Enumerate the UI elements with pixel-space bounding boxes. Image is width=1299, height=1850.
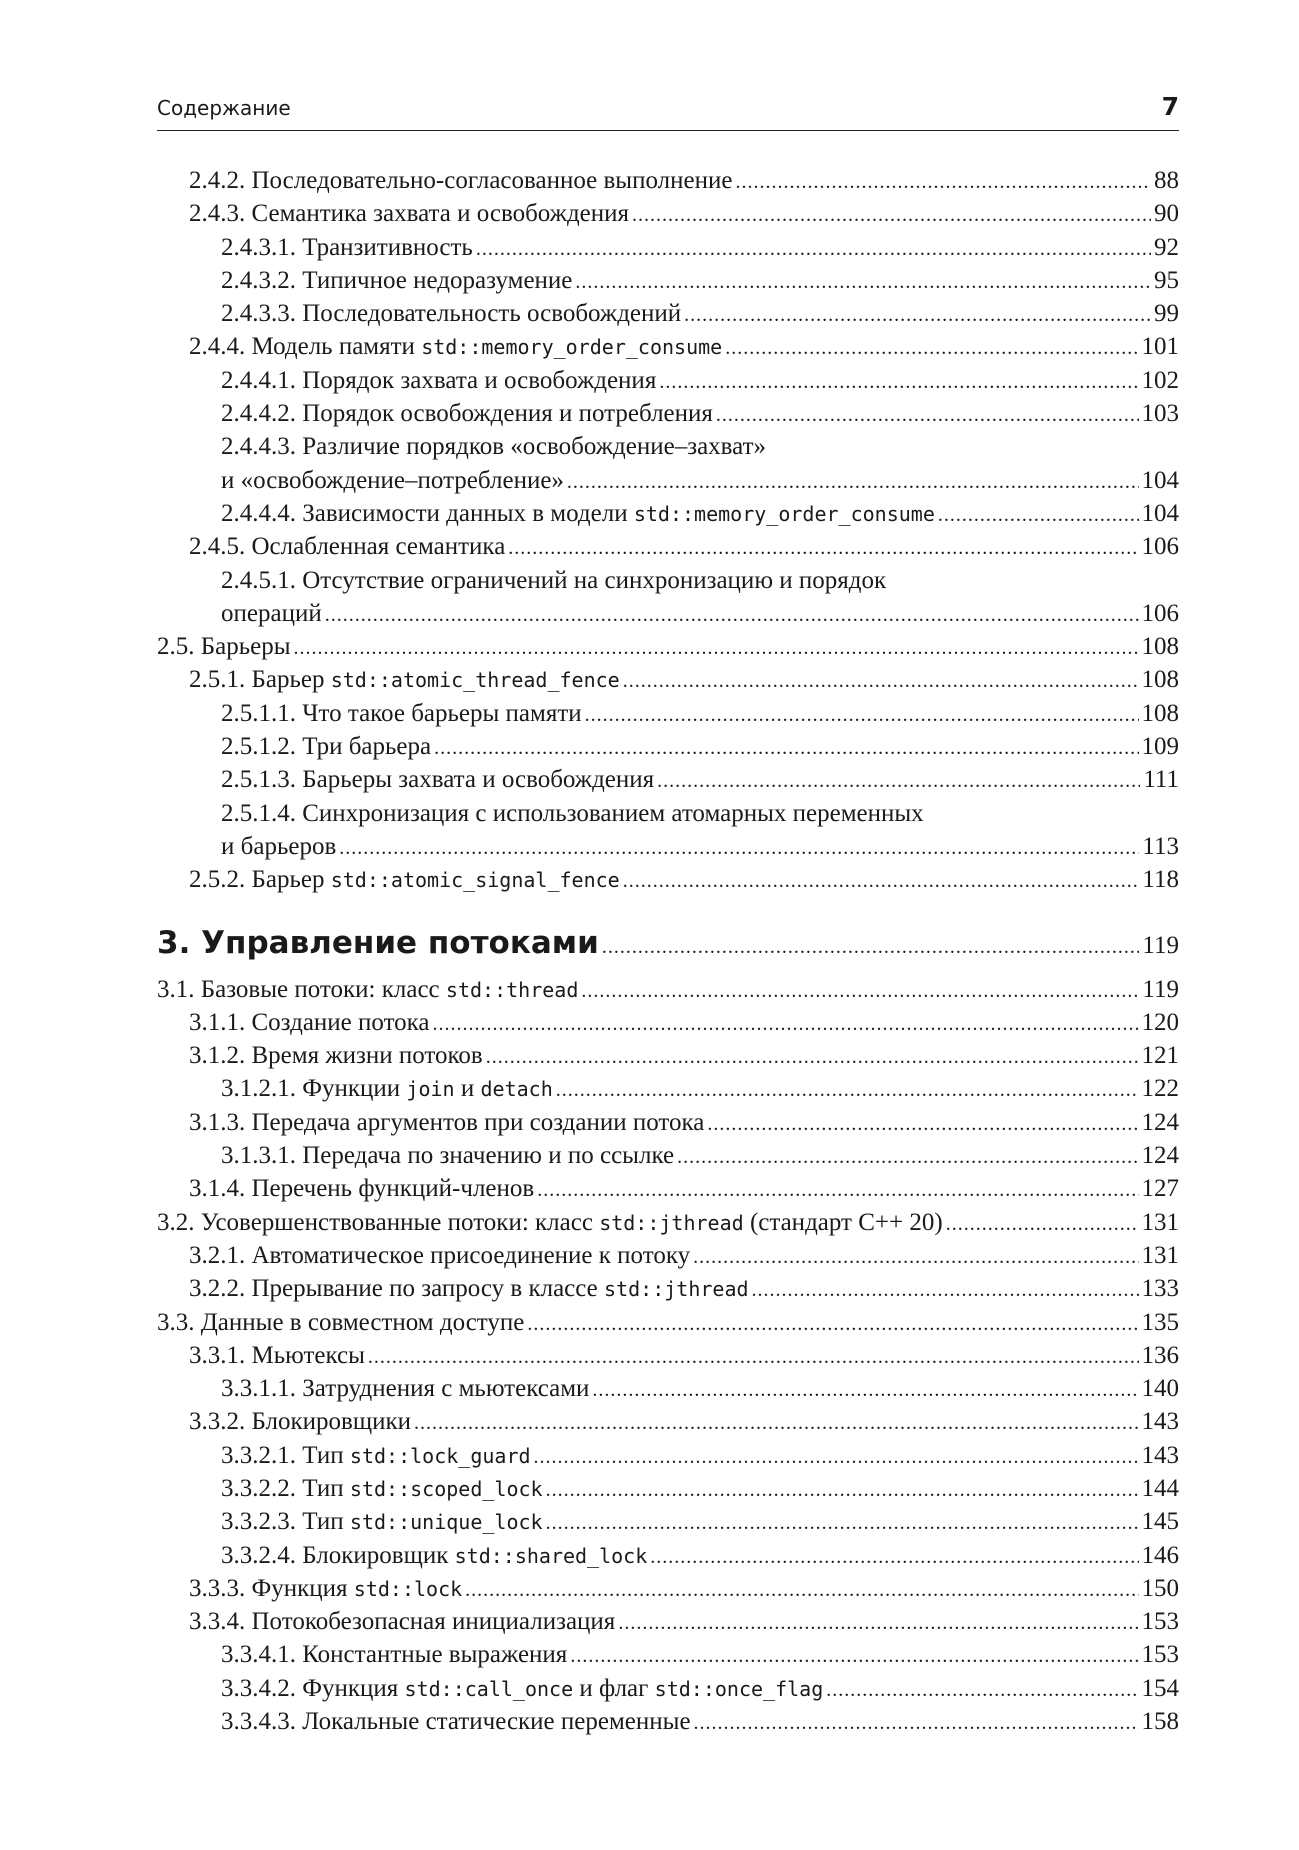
dot-leader	[946, 1206, 1139, 1241]
toc-entry[interactable]	[157, 830, 1179, 863]
dot-leader	[486, 1039, 1139, 1074]
dot-leader	[567, 464, 1139, 499]
toc-entry[interactable]	[157, 1206, 1179, 1239]
toc-page-number: 106	[1141, 599, 1179, 627]
dot-leader	[826, 1672, 1138, 1707]
toc-entry-first-line: 2.4.4.3. Различие порядков «освобождение–захват»	[221, 433, 767, 461]
title-text: 3.1.3.1. Передача по значению и по ссылке	[221, 1142, 675, 1170]
dot-leader	[650, 1539, 1138, 1574]
title-text: 3.3.4.1. Константные выражения	[221, 1641, 568, 1669]
toc-entry-title	[221, 1439, 531, 1473]
toc-page-number: 135	[1141, 1308, 1179, 1336]
toc-page-number: 127	[1141, 1175, 1179, 1203]
dot-leader	[508, 530, 1138, 565]
title-text: 3.3.2.2. Тип	[221, 1474, 350, 1502]
toc-page-number: 109	[1141, 733, 1179, 761]
dot-leader	[677, 1139, 1138, 1174]
title-text: 3.2.1. Автоматическое присоединение к потоку	[189, 1241, 691, 1269]
dot-leader	[623, 663, 1139, 698]
title-text: 3.3.2.1. Тип	[221, 1441, 350, 1469]
title-text: 3.3.4.3. Локальные статические переменные	[221, 1708, 691, 1736]
toc-entry[interactable]	[157, 197, 1179, 230]
title-text: и барьеров	[221, 832, 337, 860]
toc-entry[interactable]	[157, 1672, 1179, 1705]
toc-entry-title	[221, 730, 431, 763]
toc-entry[interactable]	[157, 1172, 1179, 1205]
toc-page-number: 136	[1141, 1341, 1179, 1369]
toc-entry-title	[221, 763, 654, 796]
title-text: 2.5.2. Барьер	[189, 866, 331, 894]
code-identifier: detach	[480, 1077, 553, 1102]
toc-entry-title	[221, 1372, 589, 1405]
toc-entry-title	[221, 1505, 543, 1539]
running-header	[157, 92, 1179, 131]
toc-entry-title	[221, 1472, 543, 1506]
code-identifier: std::atomic_signal_fence	[330, 868, 620, 893]
code-identifier: std::unique_lock	[349, 1510, 543, 1535]
title-text: 3.3.2. Блокировщики	[189, 1408, 411, 1436]
dot-leader	[339, 830, 1139, 865]
toc-entry[interactable]	[157, 763, 1179, 796]
toc-entry[interactable]	[157, 164, 1179, 197]
toc-entry[interactable]	[157, 1472, 1179, 1505]
toc-chapter-heading[interactable]	[157, 925, 1179, 965]
title-text: и флаг	[573, 1674, 655, 1702]
toc-page-number: 104	[1141, 499, 1179, 527]
dot-leader	[684, 297, 1151, 332]
dot-leader	[693, 1239, 1138, 1274]
toc-entry-title	[221, 297, 681, 330]
dot-leader	[546, 1505, 1139, 1540]
dot-leader	[465, 1572, 1138, 1607]
dot-leader	[546, 1472, 1139, 1507]
title-text: 2.5. Барьеры	[157, 633, 291, 661]
toc-page-number: 150	[1141, 1574, 1179, 1602]
toc-entry[interactable]	[157, 1405, 1179, 1438]
toc-page-number: 108	[1141, 699, 1179, 727]
title-text: 3.3.1.1. Затруднения с мьютексами	[221, 1375, 590, 1403]
toc-entry[interactable]	[157, 530, 1179, 563]
toc-entry[interactable]	[157, 663, 1179, 696]
code-identifier: std::jthread	[604, 1277, 749, 1302]
toc-page-number: 145	[1141, 1508, 1179, 1536]
toc-entry[interactable]	[157, 1539, 1179, 1572]
dot-leader	[707, 1106, 1138, 1141]
toc-section-3	[157, 973, 1179, 1739]
code-identifier: std::thread	[445, 977, 579, 1002]
toc-page-number: 154	[1141, 1674, 1179, 1702]
toc-page-number: 108	[1141, 633, 1179, 661]
toc-entry-title	[221, 597, 322, 630]
toc-entry-title	[189, 1272, 749, 1306]
toc-page-number: 95	[1154, 266, 1179, 294]
title-text: 3.3.4. Потокобезопасная инициализация	[189, 1608, 616, 1636]
toc-entry[interactable]	[157, 973, 1179, 1006]
toc-page-number: 121	[1141, 1042, 1179, 1070]
toc-entry-title	[189, 1106, 704, 1139]
toc-entry-title	[189, 197, 629, 230]
toc-entry-title	[157, 1306, 524, 1339]
title-text: 2.4.3.3. Последовательность освобождений	[221, 300, 682, 328]
dot-leader	[434, 730, 1138, 765]
toc-entry[interactable]	[157, 1039, 1179, 1072]
code-identifier: std::once_flag	[654, 1676, 824, 1701]
toc-page-number: 118	[1142, 866, 1179, 894]
toc-entry[interactable]	[157, 497, 1179, 530]
toc-page-number: 158	[1141, 1708, 1179, 1736]
dot-leader	[527, 1306, 1138, 1341]
title-text: 3.3.2.4. Блокировщик	[221, 1541, 455, 1569]
toc-entry-first-line: 2.4.5.1. Отсутствие ограничений на синхронизацию и порядок	[221, 566, 887, 594]
dot-leader	[657, 763, 1140, 798]
code-identifier: join	[406, 1077, 455, 1102]
title-text: 3.1.2.1. Функции	[221, 1075, 407, 1103]
toc-entry-title	[221, 1539, 647, 1573]
toc-entry[interactable]	[157, 297, 1179, 330]
title-text: 3.2.2. Прерывание по запросу в классе	[189, 1275, 605, 1303]
toc-entry[interactable]	[157, 597, 1179, 630]
toc-page-number: 102	[1141, 366, 1179, 394]
title-text: 2.5.1.1. Что такое барьеры памяти	[221, 699, 582, 727]
toc-page-number: 131	[1141, 1208, 1179, 1236]
table-of-contents	[157, 164, 1179, 1738]
title-text: 3.1.3. Передача аргументов при создании потока	[189, 1108, 705, 1136]
title-text: 3.1.2. Время жизни потоков	[189, 1042, 483, 1070]
dot-leader	[592, 1372, 1138, 1407]
toc-page-number: 143	[1141, 1441, 1179, 1469]
dot-leader	[368, 1339, 1139, 1374]
toc-entry[interactable]	[157, 697, 1179, 730]
toc-page-number: 113	[1142, 832, 1179, 860]
toc-entry-title	[221, 1638, 567, 1671]
toc-entry-title	[189, 1172, 534, 1205]
code-identifier: std::memory_order_consume	[633, 501, 935, 526]
code-identifier: std::atomic_thread_fence	[330, 668, 620, 693]
dot-leader	[575, 264, 1151, 299]
toc-entry-title	[157, 973, 578, 1007]
toc-page-number: 144	[1141, 1474, 1179, 1502]
toc-entry-title	[221, 1672, 823, 1706]
toc-entry[interactable]	[157, 730, 1179, 763]
code-identifier: std::jthread	[599, 1210, 744, 1235]
title-text: 2.4.4. Модель памяти	[189, 333, 422, 361]
toc-entry[interactable]	[157, 1605, 1179, 1638]
toc-entry[interactable]	[157, 1638, 1179, 1671]
code-identifier: std::lock_guard	[349, 1443, 531, 1468]
title-text: операций	[221, 599, 322, 627]
toc-page-number: 133	[1141, 1275, 1179, 1303]
toc-page-number: 88	[1154, 167, 1179, 194]
toc-entry[interactable]	[157, 1106, 1179, 1139]
title-text: 2.4.3.1. Транзитивность	[221, 233, 473, 261]
dot-leader	[537, 1172, 1138, 1207]
toc-entry-title	[189, 1605, 615, 1638]
chapter-title: 3. Управление потоками	[157, 924, 599, 961]
title-text: 2.4.4.2. Порядок освобождения и потребления	[221, 400, 713, 428]
dot-leader	[570, 1638, 1138, 1673]
dot-leader	[752, 1272, 1139, 1307]
dot-leader	[414, 1405, 1139, 1440]
code-identifier: std::shared_lock	[454, 1543, 648, 1568]
dot-leader	[325, 597, 1139, 632]
toc-entry[interactable]	[157, 1072, 1179, 1105]
toc-page-number: 124	[1141, 1142, 1179, 1170]
title-text: (стандарт C++ 20)	[743, 1208, 943, 1236]
title-text: 2.4.2. Последовательно-согласованное выполнение	[189, 167, 733, 194]
toc-page-number: 146	[1141, 1541, 1179, 1569]
toc-entry-title	[221, 1072, 553, 1106]
toc-entry[interactable]	[157, 264, 1179, 297]
toc-page-number: 153	[1141, 1608, 1179, 1636]
toc-entry[interactable]	[157, 1272, 1179, 1305]
dot-leader	[623, 863, 1140, 898]
toc-entry[interactable]	[157, 330, 1179, 363]
dot-leader	[602, 936, 1140, 959]
code-identifier: std::memory_order_consume	[421, 335, 723, 360]
toc-entry[interactable]	[157, 1572, 1179, 1605]
toc-page-number: 103	[1141, 400, 1179, 428]
toc-entry[interactable]	[157, 231, 1179, 264]
toc-entry-title	[157, 1206, 943, 1240]
title-text: 2.5.1.2. Три барьера	[221, 733, 432, 761]
toc-entry-title	[221, 264, 572, 297]
toc-page-number: 119	[1142, 975, 1179, 1003]
toc-entry-title	[221, 830, 336, 863]
toc-entry-title	[189, 663, 620, 697]
toc-entry[interactable]	[157, 1239, 1179, 1272]
dot-leader	[659, 364, 1138, 399]
toc-entry-title	[189, 1006, 430, 1039]
title-text: 3.2. Усовершенствованные потоки: класс	[157, 1208, 600, 1236]
toc-entry[interactable]	[157, 464, 1179, 497]
toc-entry-title	[221, 397, 713, 430]
title-text: 3.1.1. Создание потока	[189, 1008, 430, 1036]
code-identifier: std::scoped_lock	[349, 1476, 543, 1501]
toc-entry-title	[221, 497, 935, 531]
toc-entry-title	[157, 630, 291, 663]
title-text: 2.5.1.3. Барьеры захвата и освобождения	[221, 766, 655, 794]
title-text: 2.4.3.2. Типичное недоразумение	[221, 266, 573, 294]
toc-section-2	[157, 164, 1179, 897]
toc-entry[interactable]	[157, 1505, 1179, 1538]
toc-entry-title	[189, 1405, 411, 1438]
toc-page-number: 101	[1141, 333, 1179, 361]
title-text: и	[454, 1075, 481, 1103]
toc-entry[interactable]	[157, 1339, 1179, 1372]
dot-leader	[556, 1072, 1139, 1107]
dot-leader	[938, 497, 1139, 532]
title-text: 2.4.3. Семантика захвата и освобождения	[189, 200, 630, 228]
toc-page-number: 124	[1141, 1108, 1179, 1136]
toc-entry-title	[189, 530, 505, 563]
toc-page-number: 99	[1154, 300, 1179, 328]
toc-entry-title	[221, 464, 564, 497]
title-text: 3.3.1. Мьютексы	[189, 1341, 365, 1369]
header-title: Содержание	[157, 96, 291, 120]
title-text: 2.4.4.1. Порядок захвата и освобождения	[221, 366, 657, 394]
code-identifier: std::lock	[353, 1576, 463, 1601]
title-text: 3.1.4. Перечень функций-членов	[189, 1175, 535, 1203]
title-text: 2.5.1. Барьер	[189, 666, 331, 694]
toc-page-number: 92	[1154, 233, 1179, 261]
toc-page-number: 108	[1141, 666, 1179, 694]
toc-entry-title	[189, 330, 722, 364]
toc-entry[interactable]	[157, 364, 1179, 397]
dot-leader	[294, 630, 1139, 665]
toc-entry[interactable]	[157, 1006, 1179, 1039]
toc-page-number: 106	[1141, 533, 1179, 561]
dot-leader	[581, 973, 1139, 1008]
dot-leader	[735, 164, 1151, 199]
toc-entry-title	[221, 697, 582, 730]
title-text: 2.4.5. Ослабленная семантика	[189, 533, 506, 561]
title-text: и «освобождение–потребление»	[221, 466, 564, 494]
code-identifier: std::call_once	[404, 1676, 574, 1701]
dot-leader	[534, 1439, 1139, 1474]
dot-leader	[694, 1705, 1139, 1740]
toc-page-number: 140	[1141, 1375, 1179, 1403]
toc-entry[interactable]	[157, 397, 1179, 430]
dot-leader	[725, 330, 1138, 365]
toc-entry-title	[189, 1039, 483, 1072]
dot-leader	[716, 397, 1139, 432]
toc-entry[interactable]	[157, 863, 1179, 896]
toc-page-number: 122	[1141, 1075, 1179, 1103]
page-number: 7	[1161, 92, 1179, 121]
title-text: 2.4.4.4. Зависимости данных в модели	[221, 499, 634, 527]
toc-page-number: 90	[1154, 200, 1179, 228]
toc-entry-title	[189, 1239, 690, 1272]
title-text: 3.3. Данные в совместном доступе	[157, 1308, 525, 1336]
toc-entry-title	[189, 863, 620, 897]
toc-entry-title	[221, 1705, 691, 1738]
toc-entry-title	[221, 231, 473, 264]
toc-page-number: 111	[1143, 766, 1179, 794]
toc-page-number: 153	[1141, 1641, 1179, 1669]
toc-entry-title	[221, 364, 656, 397]
toc-entry-first-line: 2.5.1.4. Синхронизация с использованием атомарных переменных	[221, 799, 924, 827]
toc-entry-title	[189, 1572, 462, 1606]
toc-entry[interactable]	[157, 630, 1179, 663]
chapter-page: 119	[1142, 931, 1179, 959]
toc-entry[interactable]	[157, 1139, 1179, 1172]
title-text: 3.3.3. Функция	[189, 1574, 354, 1602]
toc-entry-title	[221, 1139, 674, 1172]
toc-entry[interactable]	[157, 1306, 1179, 1339]
dot-leader	[476, 231, 1151, 266]
toc-entry[interactable]	[157, 1372, 1179, 1405]
toc-entry[interactable]	[157, 1439, 1179, 1472]
dot-leader	[618, 1605, 1138, 1640]
title-text: 3.1. Базовые потоки: класс	[157, 975, 446, 1003]
toc-page-number: 143	[1141, 1408, 1179, 1436]
toc-entry-title	[189, 1339, 365, 1372]
dot-leader	[585, 697, 1139, 732]
title-text: 3.3.4.2. Функция	[221, 1674, 405, 1702]
toc-entry[interactable]	[157, 1705, 1179, 1738]
dot-leader	[433, 1006, 1139, 1041]
toc-page-number: 131	[1141, 1241, 1179, 1269]
title-text: 3.3.2.3. Тип	[221, 1508, 350, 1536]
toc-entry-title	[189, 164, 732, 197]
toc-page-number: 120	[1141, 1008, 1179, 1036]
dot-leader	[632, 197, 1151, 232]
toc-page-number: 104	[1141, 466, 1179, 494]
